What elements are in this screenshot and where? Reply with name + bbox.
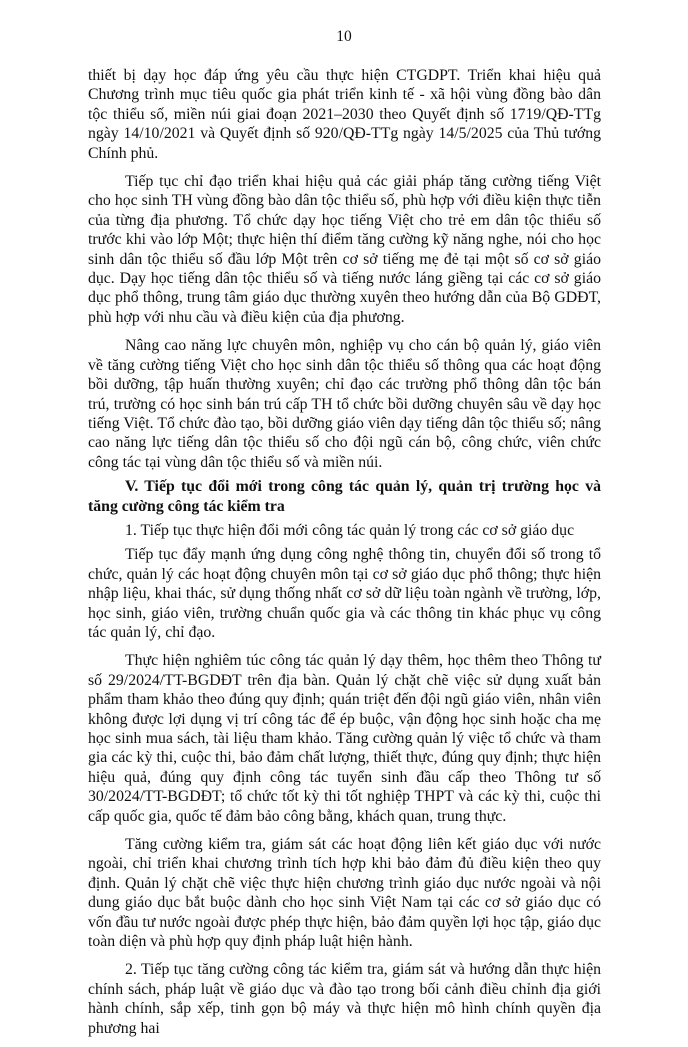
document-body — [88, 66, 601, 1047]
paragraph-teacher-training: Nâng cao năng lực chuyên môn, nghiệp vụ cho cán bộ quản lý, giáo viên về tăng cường tiếng Việt cho học sinh dân tộc thiểu số thông qua các hoạt động bồi dưỡng, tập huấn thường xuyên; chỉ đạo các trường phổ thông dân tộc bán trú, trường có học sinh bán trú cấp TH tổ chức bồi dưỡng chuyên sâu về dạy học tiếng Việt. Tổ chức đào tạo, bồi dưỡng giáo viên dạy tiếng dân tộc thiểu số; nâng cao năng lực tiếng dân tộc thiểu số cho đội ngũ cán bộ, công chức, viên chức công tác tại vùng dân tộc thiểu số và miền núi. — [88, 337, 601, 471]
paragraph-digital-transformation: Tiếp tục đẩy mạnh ứng dụng công nghệ thông tin, chuyển đổi số trong tổ chức, quản lý các hoạt động chuyên môn tại cơ sở giáo dục phổ thông; thực hiện nhập liệu, khai thác, sử dụng thống nhất cơ sở dữ liệu toàn ngành về trường, lớp, học sinh, giáo viên, trường chuẩn quốc gia và các thông tin khác phục vụ công tác quản lý, chỉ đạo. — [88, 546, 601, 641]
paragraph-foreign-cooperation: Tăng cường kiểm tra, giám sát các hoạt động liên kết giáo dục với nước ngoài, chỉ triển khai chương trình tích hợp khi bảo đảm đủ điều kiện theo quy định. Quản lý chặt chẽ việc thực hiện chương trình giáo dục nước ngoài và nội dung giáo dục bắt buộc dành cho học sinh Việt Nam tại các cơ sở giáo dục có vốn đầu tư nước ngoài được phép thực hiện, bảo đảm quyền lợi học tập, giáo dục toàn diện và phù hợp quy định pháp luật hiện hành. — [88, 836, 601, 951]
page-number: 10 — [336, 28, 352, 45]
paragraph-continuation: thiết bị dạy học đáp ứng yêu cầu thực hiện CTGDPT. Triển khai hiệu quả Chương trình mục tiêu quốc gia phát triển kinh tế - xã hội vùng đồng bào dân tộc thiểu số, miền núi giai đoạn 2021–2030 theo Quyết định số 1719/QĐ-TTg ngày 14/10/2021 và Quyết định số 920/QĐ-TTg ngày 14/5/2025 của Thủ tướng Chính phủ. — [88, 67, 601, 162]
paragraph-vietnamese-language: Tiếp tục chỉ đạo triển khai hiệu quả các giải pháp tăng cường tiếng Việt cho học sinh TH vùng đồng bào dân tộc thiểu số, phù hợp với điều kiện thực tiễn của từng địa phương. Tổ chức dạy học tiếng Việt cho trẻ em dân tộc thiểu số trước khi vào lớp Một; thực hiện thí điểm tăng cường kỹ năng nghe, nói cho học sinh dân tộc thiểu số đầu lớp Một trên cơ sở tiếng mẹ đẻ tại một số cơ sở giáo dục. Dạy học tiếng dân tộc thiểu số và tiếng nước láng giềng tại các cơ sở giáo dục phổ thông, trung tâm giáo dục thường xuyên theo hướng dẫn của Bộ GDĐT, phù hợp với nhu cầu và điều kiện của địa phương. — [88, 173, 601, 326]
subsection-item-1: 1. Tiếp tục thực hiện đổi mới công tác quản lý trong các cơ sở giáo dục — [125, 521, 575, 539]
paragraph-extra-classes: Thực hiện nghiêm túc công tác quản lý dạy thêm, học thêm theo Thông tư số 29/2024/TT-BGDĐT trên địa bàn. Quản lý chặt chẽ việc sử dụng xuất bản phẩm tham khảo theo đúng quy định; quán triệt đến đội ngũ giáo viên, nhân viên không được lợi dụng vị trí công tác để ép buộc, vận động học sinh hoặc cha mẹ học sinh mua sách, tài liệu tham khảo. Tăng cường quản lý việc tổ chức và tham gia các kỳ thi, cuộc thi, bảo đảm chất lượng, thiết thực, đúng quy định; thực hiện hiệu quả, đúng quy định công tác tuyển sinh đầu cấp theo Thông tư số 30/2024/TT-BGDĐT; tổ chức tốt kỳ thi tốt nghiệp THPT và các kỳ thi, cuộc thi cấp quốc gia, quốc tế đảm bảo công bằng, khách quan, trung thực. — [88, 652, 601, 825]
section-heading-v: V. Tiếp tục đổi mới trong công tác quản lý, quản trị trường học và tăng cường công tác kiểm tra — [88, 478, 601, 515]
subsection-item-2: 2. Tiếp tục tăng cường công tác kiểm tra, giám sát và hướng dẫn thực hiện chính sách, pháp luật về giáo dục và đào tạo trong bối cảnh điều chỉnh địa giới hành chính, sắp xếp, tinh gọn bộ máy và thực hiện mô hình chính quyền địa phương hai — [88, 961, 601, 1037]
